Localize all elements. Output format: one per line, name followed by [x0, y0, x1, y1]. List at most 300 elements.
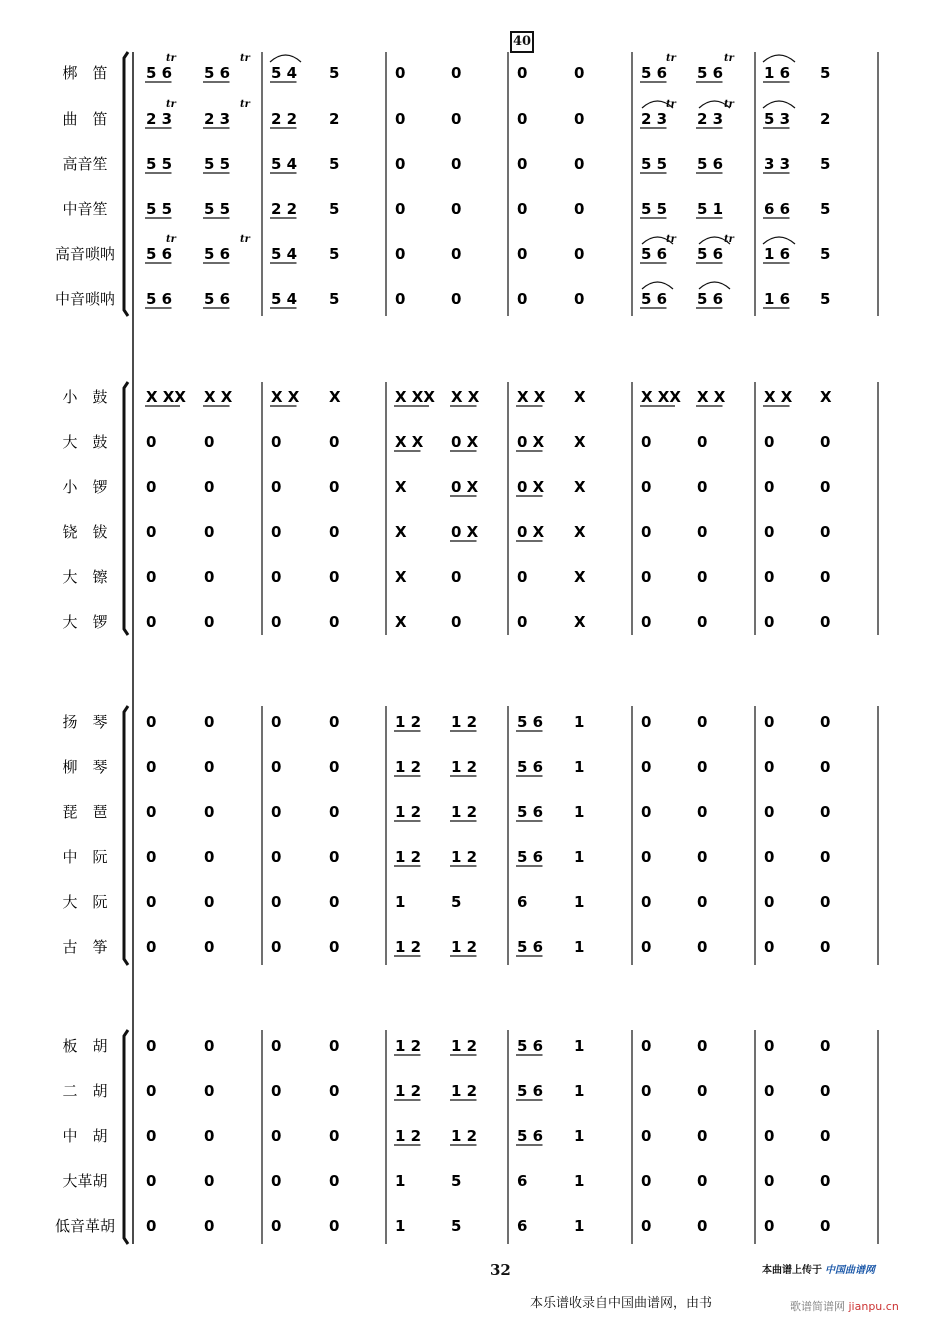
instrument-name: 曲 笛 [62, 110, 108, 128]
note-beat: 1 6 [764, 64, 791, 82]
note-beat: 0 [204, 1037, 215, 1055]
note-beat: 0 [820, 523, 831, 541]
trill-mark: tr [666, 99, 676, 110]
trill-mark: tr [240, 53, 250, 64]
note-beat: 0 [820, 478, 831, 496]
note-beat: 0 [146, 893, 157, 911]
note-beat: 0 [764, 1217, 775, 1235]
note-beat: 1 2 [451, 1127, 478, 1145]
note-beat: 0 [517, 155, 528, 173]
note-beat: 5 1 [697, 200, 724, 218]
note-beat: 0 [395, 290, 406, 308]
note-beat: 0 [146, 938, 157, 956]
trill-mark: tr [724, 99, 734, 110]
note-beat: 1 2 [451, 1037, 478, 1055]
instrument-name: 中 阮 [62, 848, 108, 866]
note-beat: 0 [764, 523, 775, 541]
note-beat: 5 6 [204, 64, 231, 82]
instrument-name: 古 筝 [62, 938, 108, 956]
note-beat: 0 [764, 1037, 775, 1055]
note-beat: 0 [271, 758, 282, 776]
note-beat: 2 3 [697, 110, 724, 128]
rehearsal-mark: 40 [510, 31, 534, 53]
instrument-name: 高音唢呐 [54, 245, 116, 263]
note-beat: 0 [329, 613, 340, 631]
note-beat: 0 [271, 938, 282, 956]
note-beat: 6 [517, 893, 528, 911]
note-beat: 0 X [517, 478, 545, 496]
note-beat: 5 [329, 155, 340, 173]
note-beat: 5 [820, 200, 831, 218]
note-beat: 0 [517, 568, 528, 586]
note-beat: 1 6 [764, 290, 791, 308]
note-beat: 0 [641, 523, 652, 541]
note-beat: 0 [146, 568, 157, 586]
group-bracket [124, 382, 128, 635]
note-beat: 6 [517, 1172, 528, 1190]
footer-site-b: jianpu.cn [848, 1300, 899, 1313]
instrument-name: 中音笙 [62, 200, 108, 218]
note-beat: 5 6 [697, 245, 724, 263]
note-beat: 5 6 [641, 245, 668, 263]
note-beat: 0 [395, 64, 406, 82]
note-beat: 0 [820, 1172, 831, 1190]
note-beat: 0 [451, 568, 462, 586]
note-beat: 0 [697, 478, 708, 496]
note-beat: 0 [451, 155, 462, 173]
note-beat: 0 [697, 1172, 708, 1190]
note-beat: 0 [451, 200, 462, 218]
note-beat: 0 [820, 938, 831, 956]
note-beat: 6 [517, 1217, 528, 1235]
note-beat: 0 [641, 1082, 652, 1100]
note-beat: 5 [329, 200, 340, 218]
note-beat: 0 [146, 433, 157, 451]
instrument-name: 二 胡 [62, 1082, 108, 1100]
note-beat: 1 2 [395, 938, 422, 956]
note-beat: X [395, 478, 407, 496]
note-beat: 0 [146, 1217, 157, 1235]
note-beat: 1 [574, 893, 585, 911]
instrument-name: 琵 琶 [62, 803, 108, 821]
note-beat: 0 [451, 64, 462, 82]
note-beat: 0 [146, 803, 157, 821]
note-beat: X [574, 433, 586, 451]
note-beat: 0 [517, 64, 528, 82]
note-beat: X X [271, 388, 300, 406]
note-beat: 0 [641, 803, 652, 821]
note-beat: 0 [574, 64, 585, 82]
note-beat: 5 6 [204, 245, 231, 263]
note-beat: X [574, 388, 586, 406]
note-beat: 0 [271, 478, 282, 496]
instrument-name: 大 锣 [62, 613, 108, 631]
note-beat: 0 [820, 1127, 831, 1145]
note-beat: 5 [329, 245, 340, 263]
slur [699, 282, 730, 289]
note-beat: 1 [574, 1172, 585, 1190]
slur [642, 282, 673, 289]
note-beat: 0 [697, 803, 708, 821]
note-beat: 0 [451, 110, 462, 128]
note-beat: 1 [574, 713, 585, 731]
note-beat: 5 4 [271, 290, 298, 308]
note-beat: 0 [764, 478, 775, 496]
note-beat: 0 [329, 803, 340, 821]
note-beat: 1 2 [395, 803, 422, 821]
note-beat: 0 [271, 523, 282, 541]
note-beat: 0 [641, 1037, 652, 1055]
note-beat: 0 [204, 478, 215, 496]
note-beat: 0 [271, 568, 282, 586]
note-beat: 0 [764, 848, 775, 866]
note-beat: 2 2 [271, 200, 298, 218]
trill-mark: tr [724, 53, 734, 64]
note-beat: 0 [517, 200, 528, 218]
note-beat: 0 [204, 1127, 215, 1145]
note-beat: 0 [451, 613, 462, 631]
instrument-name: 高音笙 [62, 155, 108, 173]
instrument-name: 大 镲 [62, 568, 108, 586]
note-beat: 0 [395, 245, 406, 263]
note-beat: 0 [146, 758, 157, 776]
trill-mark: tr [166, 234, 176, 245]
note-beat: 0 [641, 613, 652, 631]
note-beat: 0 [204, 1217, 215, 1235]
instrument-name: 梆 笛 [62, 64, 108, 82]
note-beat: 0 [146, 1127, 157, 1145]
note-beat: 1 2 [395, 713, 422, 731]
note-beat: 0 X [451, 433, 479, 451]
note-beat: X XX [395, 388, 435, 406]
note-beat: 0 X [451, 478, 479, 496]
instrument-name: 低音革胡 [54, 1217, 116, 1235]
note-beat: 0 [697, 1082, 708, 1100]
trill-mark: tr [724, 234, 734, 245]
note-beat: 0 X [517, 523, 545, 541]
note-beat: 0 [146, 848, 157, 866]
note-beat: 5 6 [146, 64, 173, 82]
note-beat: 2 [329, 110, 340, 128]
note-beat: 2 3 [641, 110, 668, 128]
note-beat: 5 4 [271, 245, 298, 263]
note-beat: 0 [764, 803, 775, 821]
note-beat: 0 [451, 290, 462, 308]
note-beat: 0 [820, 613, 831, 631]
note-beat: 0 [517, 290, 528, 308]
note-beat: 5 5 [204, 155, 231, 173]
note-beat: 0 [764, 758, 775, 776]
note-beat: 0 [764, 433, 775, 451]
note-beat: 1 [395, 893, 406, 911]
note-beat: 0 [697, 848, 708, 866]
note-beat: X [574, 613, 586, 631]
note-beat: 0 [329, 1217, 340, 1235]
note-beat: 0 [204, 803, 215, 821]
note-beat: 5 [451, 1172, 462, 1190]
instrument-name: 中音唢呐 [54, 290, 116, 308]
note-beat: 0 [764, 893, 775, 911]
note-beat: 0 [146, 713, 157, 731]
note-beat: X [574, 568, 586, 586]
note-beat: 5 6 [517, 1037, 544, 1055]
note-beat: 2 3 [146, 110, 173, 128]
note-beat: 0 [641, 1217, 652, 1235]
note-beat: 0 [641, 1172, 652, 1190]
note-beat: 0 [764, 568, 775, 586]
note-beat: 0 [517, 613, 528, 631]
note-beat: 0 [641, 568, 652, 586]
note-beat: 0 [329, 1082, 340, 1100]
note-beat: 0 [395, 200, 406, 218]
note-beat: 1 [574, 938, 585, 956]
note-beat: 0 [271, 613, 282, 631]
note-beat: 5 6 [697, 290, 724, 308]
note-beat: 0 [204, 1172, 215, 1190]
note-beat: 0 [146, 478, 157, 496]
note-beat: 3 3 [764, 155, 791, 173]
note-beat: 0 [204, 568, 215, 586]
note-beat: 5 6 [517, 848, 544, 866]
note-beat: 0 [574, 200, 585, 218]
note-beat: 0 [329, 758, 340, 776]
note-beat: 0 [641, 938, 652, 956]
note-beat: 1 2 [451, 758, 478, 776]
note-beat: 5 [820, 155, 831, 173]
page-number: 32 [490, 1261, 511, 1279]
note-beat: 2 3 [204, 110, 231, 128]
note-beat: 5 6 [641, 290, 668, 308]
note-beat: 0 [271, 1082, 282, 1100]
note-beat: 0 [697, 568, 708, 586]
note-beat: X X [764, 388, 793, 406]
note-beat: 5 6 [697, 64, 724, 82]
note-beat: 5 4 [271, 155, 298, 173]
note-beat: X [574, 523, 586, 541]
note-beat: 0 [764, 613, 775, 631]
instrument-name: 扬 琴 [62, 713, 108, 731]
note-beat: 5 4 [271, 64, 298, 82]
note-beat: X [395, 568, 407, 586]
note-beat: X [395, 523, 407, 541]
note-beat: 2 2 [271, 110, 298, 128]
note-beat: 0 [764, 713, 775, 731]
instrument-name: 板 胡 [62, 1037, 108, 1055]
note-beat: 0 [641, 478, 652, 496]
note-beat: 0 [204, 713, 215, 731]
note-beat: 1 [574, 1217, 585, 1235]
note-beat: 0 [697, 523, 708, 541]
note-beat: 0 [517, 245, 528, 263]
note-beat: X X [451, 388, 480, 406]
note-beat: 5 6 [641, 64, 668, 82]
instrument-name: 大革胡 [62, 1172, 108, 1190]
note-beat: 0 [329, 848, 340, 866]
note-beat: X [820, 388, 832, 406]
note-beat: 0 [697, 893, 708, 911]
slur [763, 101, 795, 108]
note-beat: 0 [271, 433, 282, 451]
instrument-name: 铙 钹 [62, 523, 108, 541]
trill-mark: tr [166, 99, 176, 110]
note-beat: 5 3 [764, 110, 791, 128]
note-beat: 0 [697, 433, 708, 451]
note-beat: 0 [764, 1172, 775, 1190]
note-beat: 0 [329, 1037, 340, 1055]
note-beat: 0 [204, 613, 215, 631]
slur [270, 55, 301, 62]
note-beat: 0 [697, 1127, 708, 1145]
note-beat: 5 5 [146, 155, 173, 173]
note-beat: 0 [146, 1172, 157, 1190]
note-beat: 0 [641, 1127, 652, 1145]
note-beat: X [395, 613, 407, 631]
note-beat: 0 [574, 110, 585, 128]
note-beat: 5 [451, 1217, 462, 1235]
note-beat: 0 [395, 110, 406, 128]
upload-brand-logo: 中国曲谱网 [825, 1265, 875, 1276]
instrument-name: 中 胡 [62, 1127, 108, 1145]
note-beat: X XX [641, 388, 681, 406]
note-beat: 1 2 [395, 1082, 422, 1100]
note-beat: 0 [764, 1127, 775, 1145]
slur [763, 237, 795, 244]
note-beat: 0 [764, 1082, 775, 1100]
note-beat: 0 [329, 1127, 340, 1145]
slur [763, 55, 795, 62]
note-beat: 0 [820, 568, 831, 586]
note-beat: 0 [820, 803, 831, 821]
note-beat: 0 [697, 938, 708, 956]
note-beat: X X [204, 388, 233, 406]
trill-mark: tr [240, 234, 250, 245]
note-beat: 0 [329, 1172, 340, 1190]
note-beat: 5 [820, 290, 831, 308]
note-beat: 0 [329, 713, 340, 731]
note-beat: 2 [820, 110, 831, 128]
note-beat: 0 [395, 155, 406, 173]
note-beat: 5 6 [146, 245, 173, 263]
note-beat: 1 [574, 758, 585, 776]
note-beat: 0 [271, 803, 282, 821]
note-beat: 0 [820, 1082, 831, 1100]
note-beat: 1 [574, 848, 585, 866]
note-beat: 5 6 [517, 1127, 544, 1145]
note-beat: X X [517, 388, 546, 406]
instrument-name: 大 鼓 [62, 433, 108, 451]
footer-note: 本乐谱收录自中国曲谱网，由书 [530, 1296, 713, 1311]
note-beat: 1 6 [764, 245, 791, 263]
note-beat: 5 [329, 64, 340, 82]
note-beat: 1 2 [395, 848, 422, 866]
trill-mark: tr [666, 53, 676, 64]
note-beat: 0 [204, 433, 215, 451]
note-beat: 1 [395, 1217, 406, 1235]
note-beat: 1 2 [451, 1082, 478, 1100]
note-beat: 0 [329, 433, 340, 451]
group-bracket [124, 1030, 128, 1244]
note-beat: 0 [271, 1217, 282, 1235]
note-beat: 5 5 [204, 200, 231, 218]
note-beat: 5 6 [517, 938, 544, 956]
note-beat: 0 [820, 433, 831, 451]
note-beat: 0 [517, 110, 528, 128]
note-beat: 0 X [517, 433, 545, 451]
note-beat: 5 [329, 290, 340, 308]
note-beat: 0 [820, 1217, 831, 1235]
note-beat: 0 [329, 478, 340, 496]
note-beat: 1 2 [451, 848, 478, 866]
note-beat: 0 [146, 1037, 157, 1055]
note-beat: 1 2 [395, 1037, 422, 1055]
note-beat: X X [697, 388, 726, 406]
note-beat: 1 2 [451, 803, 478, 821]
group-bracket [124, 52, 128, 316]
group-bracket [124, 706, 128, 965]
note-beat: 5 6 [697, 155, 724, 173]
note-beat: 0 [329, 938, 340, 956]
instrument-name: 小 锣 [62, 478, 108, 496]
note-beat: 0 [641, 893, 652, 911]
note-beat: X XX [146, 388, 186, 406]
note-beat: 5 6 [517, 713, 544, 731]
upload-note [762, 1261, 875, 1276]
note-beat: X [574, 478, 586, 496]
note-beat: 0 [820, 758, 831, 776]
note-beat: 0 [271, 893, 282, 911]
note-beat: 5 6 [517, 758, 544, 776]
note-beat: 0 [204, 758, 215, 776]
note-beat: 0 [204, 938, 215, 956]
note-beat: 5 6 [517, 803, 544, 821]
trill-mark: tr [666, 234, 676, 245]
note-beat: 0 [146, 613, 157, 631]
instrument-name: 大 阮 [62, 893, 108, 911]
note-beat: 1 2 [451, 713, 478, 731]
note-beat: 0 [271, 713, 282, 731]
note-beat: 5 [820, 245, 831, 263]
note-beat: 0 [641, 713, 652, 731]
note-beat: 0 [271, 1127, 282, 1145]
note-beat: 0 [574, 245, 585, 263]
note-beat: 0 [820, 893, 831, 911]
note-beat: 0 [697, 1037, 708, 1055]
note-beat: 0 [204, 893, 215, 911]
note-beat: 0 [271, 1037, 282, 1055]
note-beat: 0 [329, 568, 340, 586]
upload-note-text: 本曲谱上传于 [762, 1265, 822, 1276]
note-beat: 0 [641, 758, 652, 776]
note-beat: 5 6 [517, 1082, 544, 1100]
note-beat: 0 [204, 523, 215, 541]
note-beat: 0 [329, 523, 340, 541]
footer-watermark [790, 1298, 899, 1314]
note-beat: 0 [329, 893, 340, 911]
note-beat: 0 [271, 1172, 282, 1190]
note-beat: 0 [271, 848, 282, 866]
note-beat: 0 [820, 713, 831, 731]
note-beat: 5 5 [146, 200, 173, 218]
note-beat: 0 [697, 1217, 708, 1235]
note-beat: 5 [451, 893, 462, 911]
note-beat: 0 [451, 245, 462, 263]
trill-mark: tr [166, 53, 176, 64]
note-beat: 1 2 [395, 1127, 422, 1145]
note-beat: 5 5 [641, 155, 668, 173]
note-beat: 5 6 [204, 290, 231, 308]
note-beat: 0 [764, 938, 775, 956]
note-beat: 0 [641, 848, 652, 866]
